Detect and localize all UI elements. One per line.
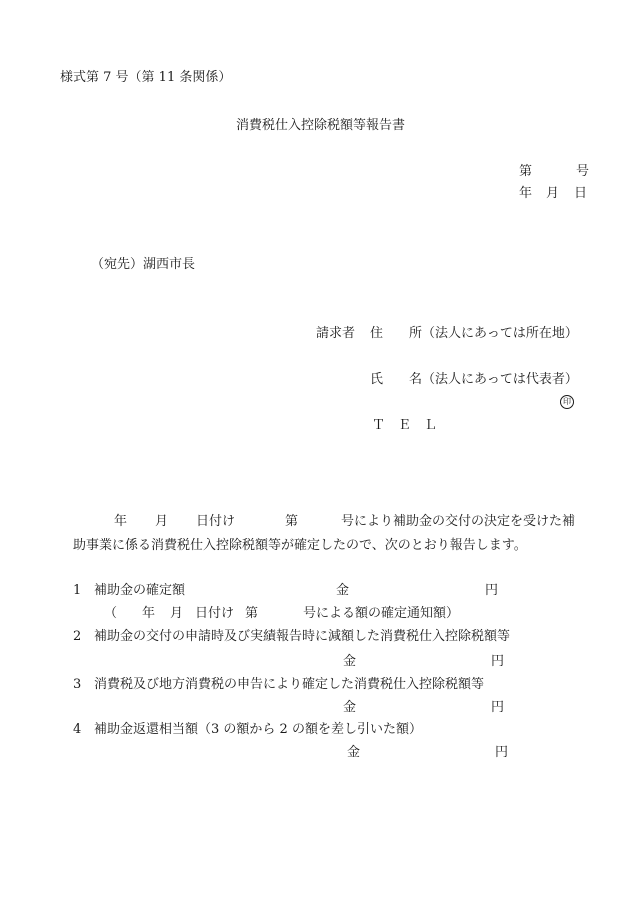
item-1-note-open: （ [104, 606, 118, 621]
date-year: 年 [519, 186, 533, 201]
body-line2: 助事業に係る消費税仕入控除税額等が確定したので、次のとおり報告します。 [73, 538, 527, 553]
item-2-number: 2 [73, 629, 82, 644]
item-1-unit: 円 [485, 583, 499, 598]
item-1-label: 補助金の確定額 [94, 583, 186, 598]
item-3-currency: 金 [343, 700, 357, 715]
item-4-currency: 金 [347, 745, 361, 760]
item-3-number: 3 [73, 677, 82, 692]
name-label: 氏 [370, 372, 384, 387]
address-label-note: 所（法人にあっては所在地） [409, 326, 578, 341]
form-number-label: 様式第 7 号（第 11 条関係） [60, 70, 232, 85]
item-1-note-month: 月 [170, 606, 184, 621]
item-1-note-year: 年 [142, 606, 156, 621]
item-1-note-no: 第 [245, 606, 259, 621]
item-4-unit: 円 [495, 745, 509, 760]
seal-mark: 印 [560, 395, 574, 409]
item-3-unit: 円 [491, 700, 505, 715]
addressee: （宛先）湖西市長 [91, 257, 196, 272]
item-4-number: 4 [73, 722, 82, 737]
date-month: 月 [546, 186, 560, 201]
item-1-note-rest: 号による額の確定通知額） [303, 606, 460, 621]
reference-number-prefix: 第 [519, 164, 533, 179]
name-label-note: 名（法人にあっては代表者） [409, 372, 578, 387]
item-1-number: 1 [73, 583, 82, 598]
date-day: 日 [574, 186, 588, 201]
item-1-currency: 金 [336, 583, 350, 598]
body-line1-rest: 号により補助金の交付の決定を受けた補 [341, 514, 576, 529]
item-1-note-dated: 日付け [195, 606, 235, 621]
body-dated: 日付け [196, 514, 236, 529]
item-2-label: 補助金の交付の申請時及び実績報告時に減額した消費税仕入控除税額等 [94, 629, 511, 644]
body-no: 第 [285, 514, 299, 529]
tel-label: Ｔ Ｅ Ｌ [372, 418, 438, 433]
requester-label: 請求者 [316, 326, 356, 341]
item-2-currency: 金 [343, 654, 357, 669]
item-2-unit: 円 [491, 654, 505, 669]
reference-number-suffix: 号 [576, 164, 590, 179]
item-4-label: 補助金返還相当額（3 の額から 2 の額を差し引いた額） [94, 722, 422, 737]
body-year: 年 [114, 514, 128, 529]
body-month: 月 [155, 514, 169, 529]
address-label: 住 [370, 326, 384, 341]
document-title: 消費税仕入控除税額等報告書 [236, 118, 406, 133]
item-3-label: 消費税及び地方消費税の申告により確定した消費税仕入控除税額等 [94, 677, 485, 692]
